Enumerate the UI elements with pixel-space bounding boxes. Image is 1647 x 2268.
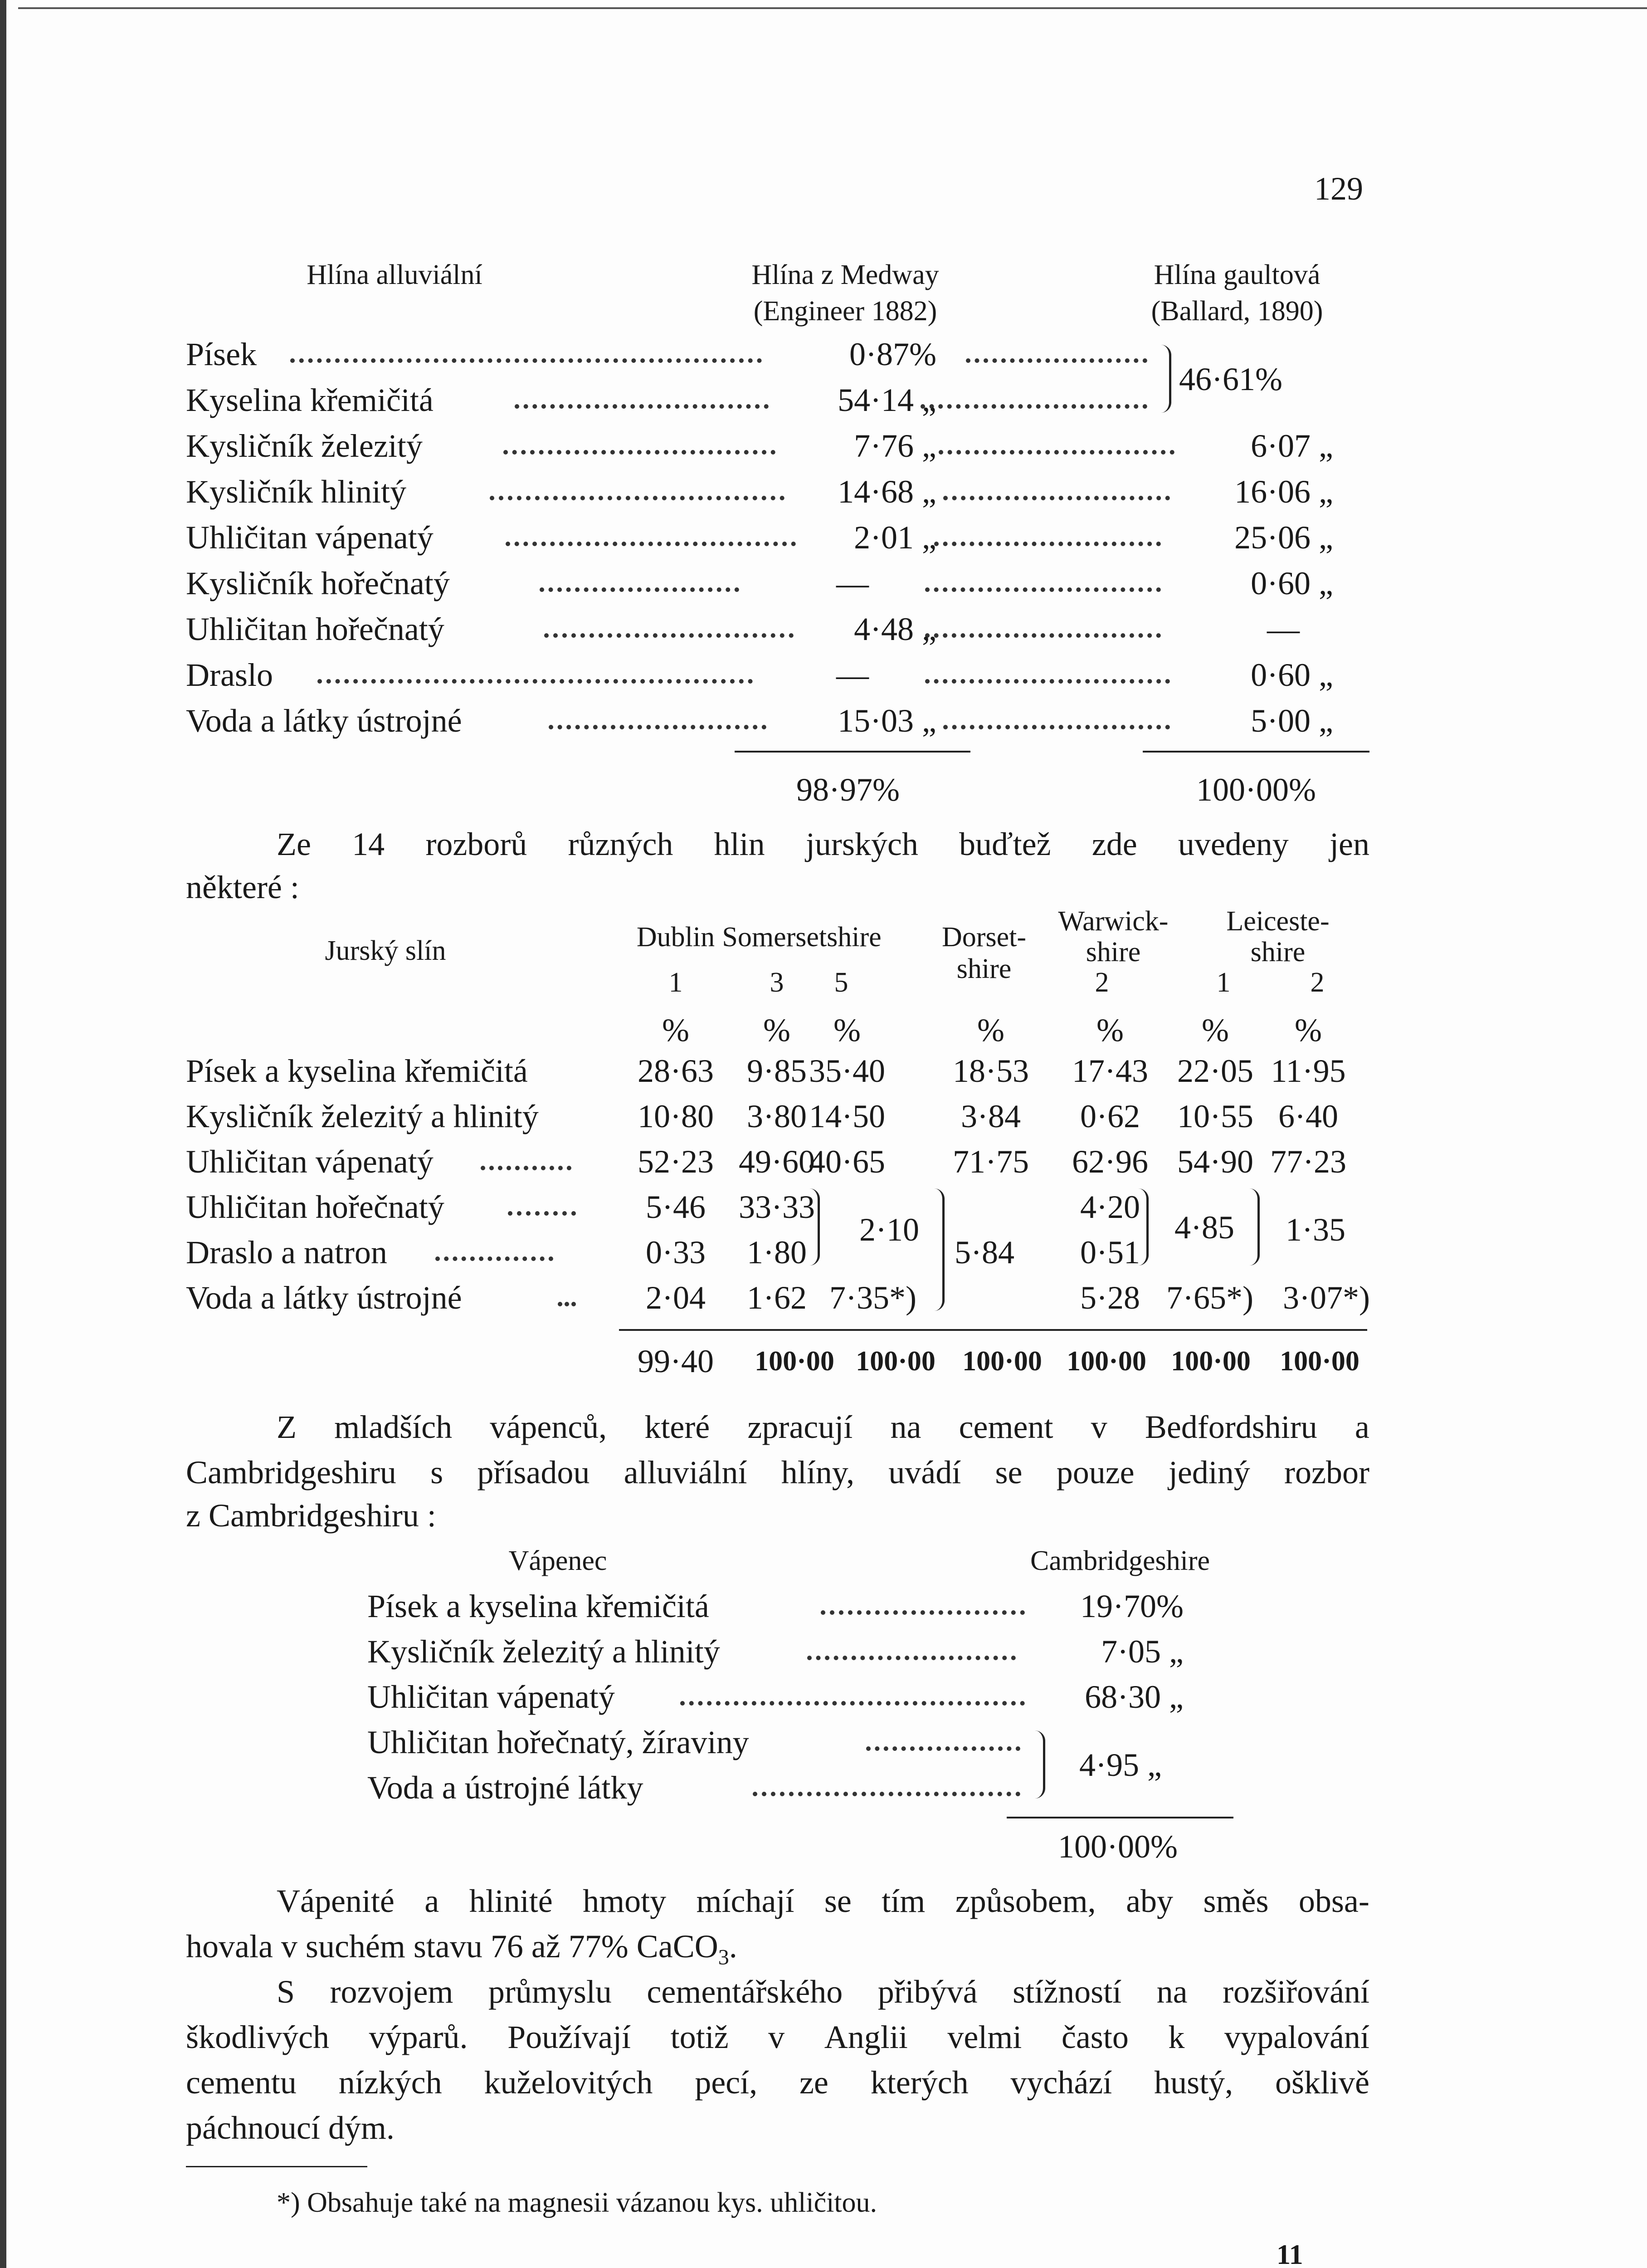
brace — [1138, 1188, 1149, 1266]
table2-cell: 62·96 — [1072, 1144, 1148, 1180]
paragraph-line: páchnoucí dým. — [186, 2110, 395, 2146]
word: přibývá — [877, 1974, 978, 2010]
table1-row-label: Uhličitan hořečnatý — [186, 611, 444, 647]
word: hlin — [714, 826, 765, 862]
table2-total: 100·00 — [755, 1346, 834, 1377]
table1-row-label: Písek — [186, 336, 257, 372]
word: alluviální — [624, 1454, 747, 1491]
leader-dots — [549, 725, 766, 729]
word: kterých — [870, 2064, 969, 2101]
word: přísadou — [477, 1454, 590, 1491]
table2-cell: 3·80 — [747, 1098, 807, 1134]
paragraph-line — [186, 1930, 737, 1968]
table2-group-leicester-2: shire — [1250, 937, 1306, 968]
table2-cell: 3·07*) — [1283, 1280, 1370, 1316]
leader-dots — [540, 587, 739, 592]
table2-total: 100·00 — [962, 1346, 1042, 1377]
table2-row-label: Uhličitan vápenatý — [186, 1144, 434, 1180]
table2-total: 100·00 — [1067, 1346, 1146, 1377]
word: buďtež — [959, 826, 1051, 862]
table1-value: 6·07 „ — [1251, 428, 1333, 464]
footnote-rule — [186, 2166, 367, 2167]
leader-dots — [966, 358, 1147, 363]
word: pecí, — [695, 2064, 758, 2101]
leader-dots — [544, 633, 794, 638]
table2-subhead: 2 — [1310, 967, 1325, 998]
word: totiž — [670, 2019, 729, 2055]
table1-total1: 98·97% — [796, 772, 900, 808]
word: které — [644, 1409, 710, 1445]
sum-rule — [1007, 1817, 1233, 1818]
text-run: . — [729, 1928, 737, 1965]
word: ošklivě — [1275, 2064, 1369, 2101]
table2-cell: 6·40 — [1278, 1098, 1338, 1134]
word: a — [1355, 1409, 1369, 1445]
paragraph-line: z Cambridgeshiru : — [186, 1497, 436, 1534]
table1-value: 4·48 „ — [854, 611, 936, 647]
word: kuželovitých — [484, 2064, 653, 2101]
table2-group-warwick-1: Warwick- — [1058, 906, 1169, 937]
leader-dots — [943, 725, 1170, 729]
word: průmyslu — [488, 1974, 612, 2010]
word: nízkých — [338, 2064, 442, 2101]
table2-row-label: Voda a látky ústrojné — [186, 1280, 462, 1316]
table1-row-label: Uhličitan vápenatý — [186, 519, 434, 556]
table2-cell: 11·95 — [1271, 1053, 1346, 1089]
word: tím — [882, 1883, 926, 1919]
word: způsobem, — [955, 1883, 1096, 1919]
table2-percent: % — [763, 1012, 790, 1048]
word: na — [890, 1409, 921, 1445]
table3-value: 7·05 „ — [1101, 1633, 1184, 1670]
table3-row-label: Uhličitan vápenatý — [367, 1679, 615, 1715]
page-number: 129 — [1314, 171, 1363, 207]
sum-rule — [735, 751, 970, 753]
table2-percent: % — [833, 1012, 861, 1048]
word: vápenců, — [490, 1409, 607, 1445]
leader-dots — [925, 633, 1161, 638]
word: hmoty — [583, 1883, 667, 1919]
sum-rule — [619, 1329, 1367, 1331]
table2-cell: 7·35*) — [829, 1280, 916, 1316]
word: jen — [1330, 826, 1369, 862]
word: různých — [568, 826, 673, 862]
table1-value: — — [836, 565, 869, 601]
table2-cell: 18·53 — [953, 1053, 1029, 1089]
word: často — [1061, 2019, 1129, 2055]
leader-dots — [490, 496, 785, 500]
word: obsa- — [1298, 1883, 1369, 1919]
word: Vápenité — [277, 1883, 395, 1919]
table1-value: — — [836, 657, 869, 693]
word: v — [1091, 1409, 1107, 1445]
table2-percent: % — [977, 1012, 1004, 1048]
table2-cell: 1·80 — [747, 1234, 807, 1271]
table3-header-right: Cambridgeshire — [1030, 1545, 1210, 1576]
leader-dots — [934, 542, 1161, 546]
table2-group-dorset-1: Dorset- — [942, 922, 1026, 953]
word: zpracují — [747, 1409, 853, 1445]
word: míchají — [696, 1883, 794, 1919]
leader-dots — [680, 1701, 1025, 1706]
word: ze — [799, 2064, 828, 2101]
paragraph-line — [277, 1411, 1369, 1443]
word: se — [995, 1454, 1023, 1491]
table2-percent: % — [1202, 1012, 1229, 1048]
table1-total2: 100·00% — [1196, 772, 1316, 808]
word: zde — [1092, 826, 1137, 862]
table2-subhead: 3 — [770, 967, 784, 998]
word: hustý, — [1154, 2064, 1233, 2101]
table2-cell: 2·04 — [646, 1280, 706, 1316]
word: a — [424, 1883, 439, 1919]
leader-dots — [925, 679, 1170, 684]
table1-value: 0·87% — [849, 336, 936, 372]
paragraph-line — [186, 1456, 1369, 1489]
table2-group-leicester-1: Leiceste- — [1226, 906, 1330, 937]
table3-value: 19·70% — [1080, 1588, 1184, 1624]
paragraph-line — [186, 2066, 1369, 2099]
sum-rule — [1143, 751, 1369, 753]
leader-dots — [807, 1656, 1016, 1660]
table1-row-label: Kysličník železitý — [186, 428, 423, 464]
table2-cell: 33·33 — [739, 1189, 815, 1225]
table2-cell: 40·65 — [809, 1144, 885, 1180]
table2-group-dublin: Dublin — [636, 922, 715, 953]
word: pouze — [1056, 1454, 1135, 1491]
word: rozbor — [1284, 1454, 1369, 1491]
table2-cell: 5·46 — [646, 1189, 706, 1225]
table2-percent: % — [662, 1012, 689, 1048]
table2-cell: 0·33 — [646, 1234, 706, 1271]
word: cementu — [186, 2064, 297, 2101]
word: na — [1156, 1974, 1188, 2010]
leader-dots — [435, 1256, 553, 1261]
table2-subhead: 5 — [834, 967, 848, 998]
word: směs — [1203, 1883, 1269, 1919]
scan-edge — [0, 0, 6, 2268]
paragraph-line: některé : — [186, 869, 299, 905]
table1-row-label: Kysličník hořečnatý — [186, 565, 450, 601]
word: Z — [277, 1409, 297, 1445]
table1-value: 54·14 „ — [838, 382, 936, 418]
table1-value: 14·68 „ — [838, 474, 936, 510]
paragraph-line — [277, 828, 1369, 860]
brace — [1035, 1730, 1045, 1799]
table2-cell: 1·62 — [747, 1280, 807, 1316]
table2-cell: 9·85 — [747, 1053, 807, 1089]
table2-merged-cell: 1·35 — [1286, 1212, 1345, 1248]
table2-cell: 28·63 — [638, 1053, 714, 1089]
word: mladších — [334, 1409, 453, 1445]
table2-cell: 0·62 — [1080, 1098, 1140, 1134]
word: rozšiřování — [1223, 1974, 1369, 2010]
word: cementářského — [647, 1974, 843, 2010]
leader-dots — [506, 542, 796, 546]
leader-dots — [515, 404, 769, 409]
word: cement — [959, 1409, 1053, 1445]
table3-total: 100·00% — [1058, 1828, 1178, 1865]
table3-merged-value: 4·95 „ — [1079, 1747, 1162, 1783]
word: stížností — [1013, 1974, 1122, 2010]
table2-cell: 71·75 — [953, 1144, 1029, 1180]
paragraph-line — [277, 1885, 1369, 1917]
table2-cell: 10·80 — [638, 1098, 714, 1134]
table1-merged-value: 46·61% — [1179, 361, 1282, 397]
word: jediný — [1168, 1454, 1250, 1491]
table2-label-header: Jurský slín — [325, 935, 446, 966]
table3-row-label: Kysličník železitý a hlinitý — [367, 1633, 720, 1670]
leader-dots — [481, 1166, 571, 1170]
word: hlíny, — [781, 1454, 855, 1491]
table2-total: 100·00 — [1280, 1346, 1360, 1377]
table2-subhead: 2 — [1095, 967, 1109, 998]
scan-top-edge — [18, 0, 1647, 9]
table1-header-col1: Hlína alluviální — [307, 259, 482, 290]
table1-value: 0·60 „ — [1251, 565, 1333, 601]
table2-merged-cell: 5·84 — [955, 1234, 1014, 1271]
leader-dots — [943, 496, 1170, 500]
table1-header-col3-line2: (Ballard, 1890) — [1151, 296, 1323, 327]
table2-percent: % — [1295, 1012, 1322, 1048]
table1-header-col2-line2: (Engineer 1882) — [753, 296, 937, 327]
brace — [1249, 1188, 1260, 1266]
paragraph-line — [186, 2021, 1369, 2053]
leader-dots — [290, 358, 762, 363]
brace — [1161, 345, 1171, 413]
word: rozborů — [425, 826, 527, 862]
table1-row-label: Draslo — [186, 657, 273, 693]
paragraph-line — [277, 1975, 1369, 2008]
table1-row-label: Kyselina křemičitá — [186, 382, 434, 418]
table2-group-warwick-2: shire — [1086, 937, 1141, 968]
table1-value: 25·06 „ — [1234, 519, 1333, 556]
table2-cell: 7·65*) — [1166, 1280, 1253, 1316]
table3-value: 68·30 „ — [1085, 1679, 1184, 1715]
table2-row-label: Písek a kyselina křemičitá — [186, 1053, 528, 1089]
table2-percent: % — [1096, 1012, 1124, 1048]
word: S — [277, 1974, 295, 2010]
table1-value: 0·60 „ — [1251, 657, 1333, 693]
table2-subhead: 1 — [668, 967, 683, 998]
word: aby — [1126, 1883, 1174, 1919]
table1-row-label: Voda a látky ústrojné — [186, 703, 462, 739]
table2-cell: 22·05 — [1177, 1053, 1253, 1089]
leader-dots — [503, 450, 775, 455]
table1-value: 5·00 „ — [1251, 703, 1333, 739]
brace — [934, 1188, 945, 1311]
table2-cell: 5·28 — [1080, 1280, 1140, 1316]
table3-row-label: Písek a kyselina křemičitá — [367, 1588, 709, 1624]
table2-cell: 35·40 — [809, 1053, 885, 1089]
table2-cell: 10·55 — [1177, 1098, 1253, 1134]
word: uvedeny — [1178, 826, 1289, 862]
table2-cell: 14·50 — [809, 1098, 885, 1134]
word: Ze — [277, 826, 311, 862]
table2-row-label: Draslo a natron — [186, 1234, 387, 1271]
leader-dots — [508, 1211, 576, 1216]
word: vypalování — [1224, 2019, 1369, 2055]
table2-cell: 49·60 — [739, 1144, 815, 1180]
word: výparů. — [369, 2019, 468, 2055]
footnote: *) Obsahuje také na magnesii vázanou kys. uhličitou. — [277, 2187, 877, 2218]
leader-dots — [921, 404, 1147, 409]
table2-cell: 17·43 — [1072, 1053, 1148, 1089]
printer-signature: 11 — [1277, 2239, 1303, 2268]
word: se — [824, 1883, 852, 1919]
table2-group-somerset: Somersetshire — [722, 922, 882, 953]
table1-value: 2·01 „ — [854, 519, 936, 556]
table2-cell: 54·90 — [1177, 1144, 1253, 1180]
table1-header-col3-line1: Hlína gaultová — [1154, 259, 1321, 290]
table2-cell: 4·20 — [1080, 1189, 1140, 1225]
table1-value: 7·76 „ — [854, 428, 936, 464]
table2-merged-cell: 2·10 — [859, 1212, 919, 1248]
table2-cell: 77·23 — [1270, 1144, 1346, 1180]
word: Bedfordshiru — [1145, 1409, 1317, 1445]
brace — [809, 1188, 820, 1266]
leader-dots — [558, 1302, 576, 1306]
word: k — [1168, 2019, 1185, 2055]
word: škodlivých — [186, 2019, 329, 2055]
table1-value: 16·06 „ — [1234, 474, 1333, 510]
table2-cell: 52·23 — [638, 1144, 714, 1180]
subscript: 3 — [718, 1945, 729, 1970]
table3-row-label: Voda a ústrojné látky — [367, 1769, 643, 1806]
leader-dots — [821, 1610, 1025, 1615]
table2-total: 99·40 — [638, 1343, 714, 1379]
word: rozvojem — [330, 1974, 453, 2010]
table2-group-dorset-2: shire — [956, 953, 1012, 984]
table2-merged-cell: 4·85 — [1174, 1209, 1234, 1246]
table1-value: 15·03 „ — [838, 703, 936, 739]
table2-row-label: Uhličitan hořečnatý — [186, 1189, 444, 1225]
table3-row-label: Uhličitan hořečnatý, žíraviny — [367, 1724, 749, 1760]
table2-cell: 3·84 — [961, 1098, 1021, 1134]
leader-dots — [753, 1792, 1020, 1796]
word: Anglii — [824, 2019, 908, 2055]
word: hlinité — [469, 1883, 553, 1919]
table2-total: 100·00 — [1171, 1346, 1251, 1377]
word: velmi — [947, 2019, 1022, 2055]
table1-header-col2-line1: Hlína z Medway — [751, 259, 939, 290]
word: jurských — [805, 826, 918, 862]
leader-dots — [866, 1746, 1020, 1751]
table3-header-left: Vápenec — [508, 1545, 607, 1576]
word: 14 — [352, 826, 385, 862]
word: v — [768, 2019, 785, 2055]
word: vychází — [1010, 2064, 1112, 2101]
table1-row-label: Kysličník hlinitý — [186, 474, 406, 510]
table2-total: 100·00 — [856, 1346, 936, 1377]
leader-dots — [939, 450, 1174, 455]
word: s — [430, 1454, 443, 1491]
word: Cambridgeshiru — [186, 1454, 396, 1491]
table1-value: — — [1267, 611, 1300, 647]
word: uvádí — [888, 1454, 961, 1491]
word: Používají — [507, 2019, 631, 2055]
table2-cell: 0·51 — [1080, 1234, 1140, 1271]
table2-row-label: Kysličník železitý a hlinitý — [186, 1098, 539, 1134]
leader-dots — [317, 679, 753, 684]
text-run: hovala v suchém stavu 76 až 77% CaCO — [186, 1928, 718, 1965]
leader-dots — [925, 587, 1161, 592]
table2-subhead: 1 — [1216, 967, 1231, 998]
